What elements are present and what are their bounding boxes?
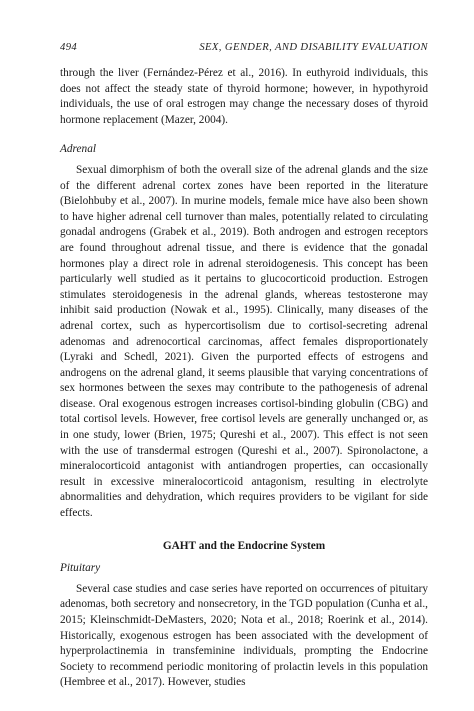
running-title: SEX, GENDER, AND DISABILITY EVALUATION [199,42,428,53]
adrenal-heading: Adrenal [60,143,96,156]
pituitary-heading: Pituitary [60,562,101,575]
page-number: 494 [60,42,78,53]
pituitary-paragraph: Several case studies and case series have reported on occurrences of pituitary adenomas, both secretory and nonsecretory, in the TGD population (Cunha et al., 2015; Kleinschmidt-DeMasters, 2020; Nota et al., 2018; Roerink et al., 2014). Historically, exogenous estrogen has been associated with the development of hyperprolactinemia in transfeminine individuals, prompting the Endocrine Society to recommend periodic monitoring of prolactin levels in this population (Hembree et al., 2017). However, studies [60,582,428,689]
adrenal-paragraph: Sexual dimorphism of both the overall size of the adrenal glands and the size of the different adrenal cortex zones have been reported in the literature (Bielohbuby et al., 2007). In murine models, female mice have also been shown to have higher adrenal cell turnover than males, potentially related to circulating gonadal androgens (Grabek et al., 2019). Both androgen and estrogen receptors are found throughout adrenal tissue, and there is evidence that the gonadal hormones play a direct role in adrenal steroidogenesis. This concept has been particularly well studied as it pertains to glucocorticoid production. Estrogen stimulates steroidogenesis in the adrenal glands, whereas testosterone may inhibit said production (Nowak et al., 1995). Clinically, many diseases of the adrenal cortex, such as hypercortisolism due to cortisol-secreting adrenal adenomas and adrenocortical carcinomas, affect females disproportionately (Lyraki and Schedl, 2021). Given the purported effects of estrogens and androgens on the adrenal gland, it seems plausible that varying concentrations of sex hormones between the sexes may contribute to the pathogenesis of adrenal disease. Oral exogenous estrogen increases cortisol-binding globulin (CBG) and total cortisol levels. However, free cortisol levels are generally unchanged or, as in one study, lower (Brien, 1975; Qureshi et al., 2007). This effect is not seen with the use of transdermal estrogen (Qureshi et al., 2007). Spironolactone, a mineralocorticoid antagonist with antiandrogen properties, can occasionally result in excessive mineralocorticoid antagonism, resulting in electrolyte abnormalities and dehydration, which requires providers to be vigilant for side effects. [60,163,428,520]
page-body [60,66,428,691]
section-heading: GAHT and the Endocrine System [162,539,326,552]
carryover-paragraph: through the liver (Fernández-Pérez et al., 2016). In euthyroid individuals, this does not affect the steady state of thyroid hormone; however, in hypothyroid individuals, the use of oral estrogen may change the necessary doses of thyroid hormone replacement (Mazer, 2004). [60,67,428,126]
running-header [60,42,428,56]
